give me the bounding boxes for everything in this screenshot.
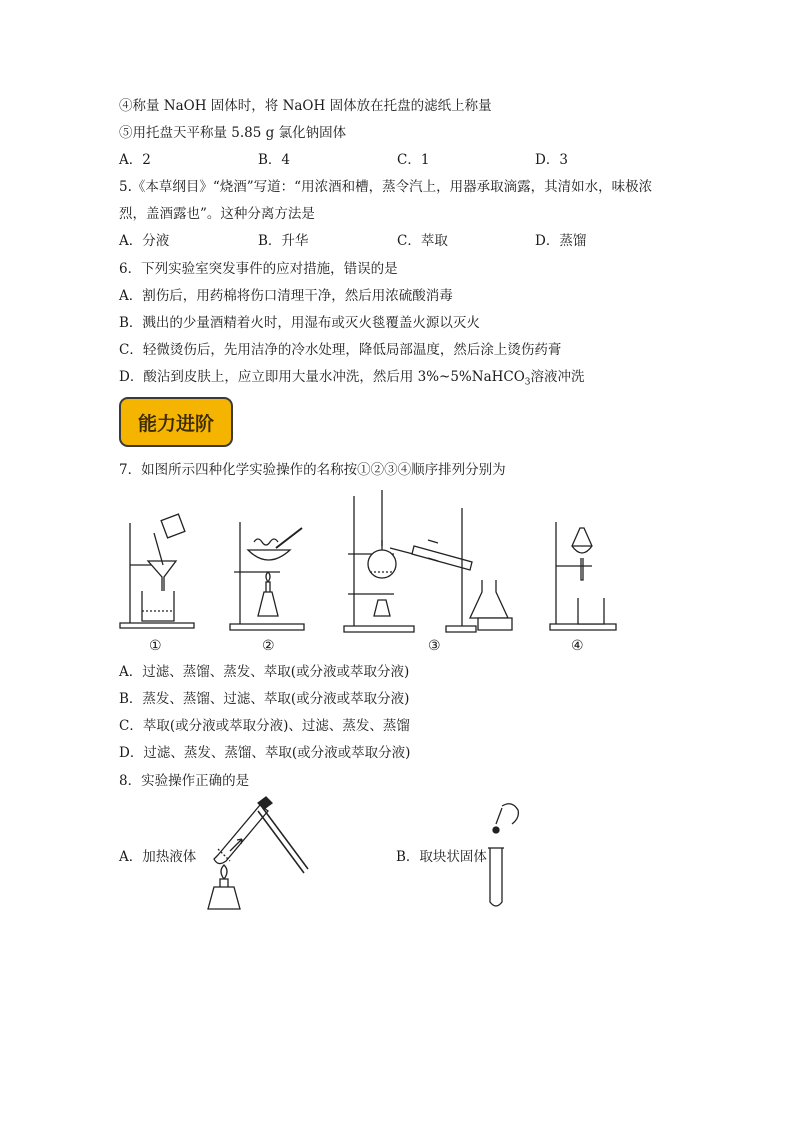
- q8-option-a: A．加热液体: [119, 849, 197, 865]
- solid-taking-illustration: [482, 800, 527, 912]
- q8-stem: 8．实验操作正确的是: [119, 773, 250, 789]
- filtration-apparatus: [118, 515, 198, 635]
- heating-liquid-illustration: [200, 797, 315, 915]
- q4-option-a: A．2: [119, 152, 151, 168]
- separatory-funnel-apparatus: [548, 518, 620, 633]
- section-badge-label: 能力进阶: [137, 412, 214, 435]
- q4-item-5: ⑤用托盘天平称量 5.85 g 氯化钠固体: [119, 125, 347, 141]
- q5-stem-line1: 5.《本草纲目》“烧酒”写道：“用浓酒和槽，蒸令汽上，用器承取滴露，其清如水，味极浓: [119, 179, 653, 195]
- section-badge: [119, 397, 233, 447]
- q5-option-b: B．升华: [258, 233, 309, 249]
- q7-option-b: B．蒸发、蒸馏、过滤、萃取(或分液或萃取分液): [119, 691, 410, 707]
- q4-option-b: B．4: [258, 152, 291, 168]
- q6-option-d: [119, 368, 585, 392]
- q4-item-4: ④称量 NaOH 固体时，将 NaOH 固体放在托盘的滤纸上称量: [119, 98, 492, 114]
- q7-option-a: A．过滤、蒸馏、蒸发、萃取(或分液或萃取分液): [119, 664, 410, 680]
- q6-option-b: B．溅出的少量酒精着火时，用湿布或灭火毯覆盖火源以灭火: [119, 315, 480, 331]
- distillation-apparatus: [342, 488, 517, 636]
- q6-option-a: A．割伤后，用药棉将伤口清理干净，然后用浓硫酸消毒: [119, 288, 453, 304]
- figure-label-4: ④: [571, 638, 584, 654]
- q5-stem-line2: 烈，盖酒露也”。这种分离方法是: [119, 206, 315, 222]
- q7-stem: 7．如图所示四种化学实验操作的名称按①②③④顺序排列分别为: [119, 462, 506, 478]
- q4-option-c: C．1: [397, 152, 430, 168]
- q5-option-a: A．分液: [119, 233, 170, 249]
- q7-option-c: C．萃取(或分液或萃取分液)、过滤、蒸发、蒸馏: [119, 718, 410, 734]
- evaporation-apparatus: [228, 520, 308, 635]
- q8-option-b: B．取块状固体: [396, 849, 487, 865]
- q5-option-c: C．萃取: [397, 233, 448, 249]
- q7-option-d: D．过滤、蒸发、蒸馏、萃取(或分液或萃取分液): [119, 745, 411, 761]
- q6-stem: 6．下列实验室突发事件的应对措施，错误的是: [119, 261, 398, 277]
- q6-option-c: C．轻微烫伤后，先用洁净的冷水处理，降低局部温度，然后涂上烫伤药膏: [119, 342, 562, 358]
- figure-label-3: ③: [428, 638, 441, 654]
- q5-option-d: D．蒸馏: [535, 233, 587, 249]
- figure-label-1: ①: [149, 638, 162, 654]
- figure-label-2: ②: [262, 638, 275, 654]
- q6-option-d-text: D．酸沾到皮肤上，应立即用大量水冲洗，然后用 3%~5%NaHCO: [119, 369, 525, 385]
- q4-option-d: D．3: [535, 152, 568, 168]
- q6-option-d-tail: 溶液冲洗: [530, 369, 585, 385]
- q6-option-d-subscript: 3: [524, 377, 531, 388]
